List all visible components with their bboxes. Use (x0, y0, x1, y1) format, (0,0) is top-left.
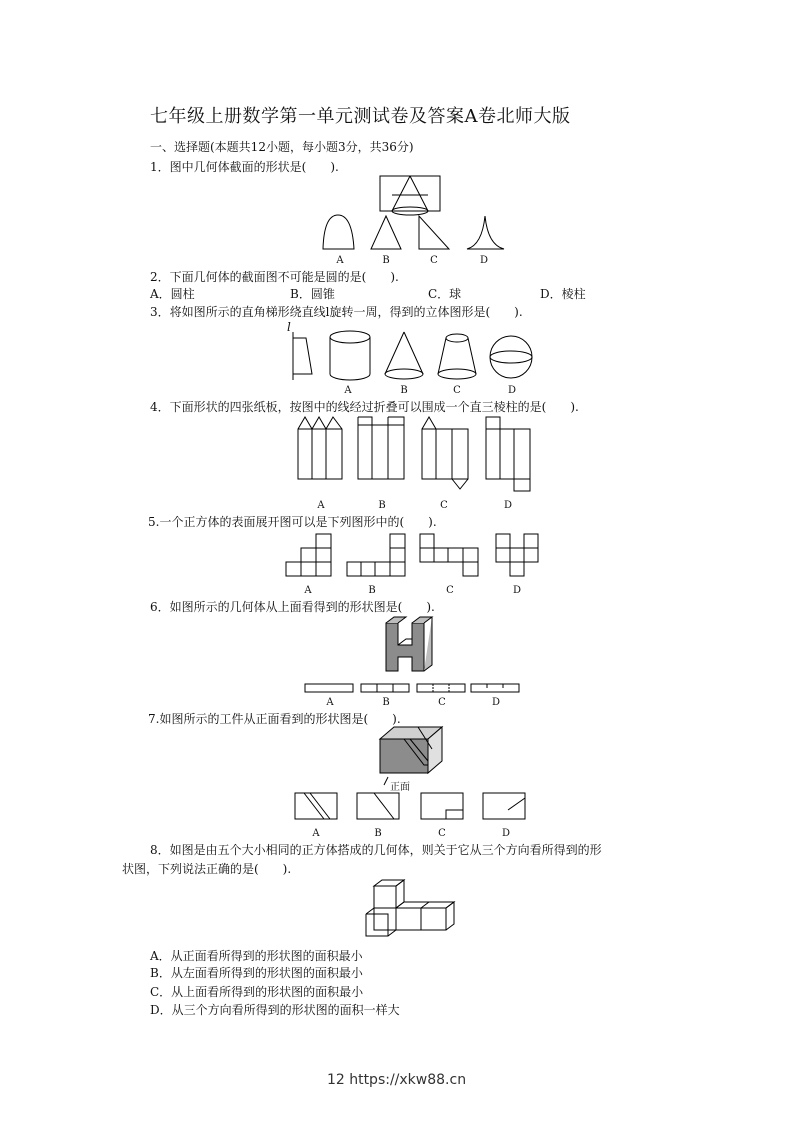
q5-label-a: A (304, 585, 312, 596)
q6-h-shaped-solid (382, 615, 438, 675)
q3-label-d: D (507, 385, 517, 396)
q3-label-a: A (344, 385, 352, 396)
q3-option-a-cylinder (328, 330, 372, 382)
question-5-stem: 5.一个正方体的表面展开图可以是下列图形中的( ). (148, 515, 437, 529)
question-7-stem: 7.如图所示的工件从正面看到的形状图是( ). (148, 712, 401, 726)
q4-label-a: A (317, 500, 325, 511)
q8-option-a: A．从正面看所得到的形状图的面积最小 (150, 949, 363, 963)
q3-option-d-sphere (488, 334, 536, 382)
q1-label-a: A (336, 255, 344, 266)
q6-option-a-strip (304, 683, 356, 693)
q5-label-d: D (512, 585, 522, 596)
q1-option-d-cusp (466, 215, 506, 251)
q4-label-d: D (503, 500, 513, 511)
q1-option-c-right-triangle (418, 215, 450, 251)
page-title: 七年级上册数学第一单元测试卷及答案A卷北师大版 (150, 106, 571, 127)
q6-label-c: C (438, 697, 446, 708)
q6-option-b-strip (360, 683, 412, 693)
q2-option-c: C．球 (428, 287, 462, 301)
q6-label-b: B (382, 697, 390, 708)
q2-option-b: B．圆锥 (290, 287, 335, 301)
q8-cube-stack-figure (364, 878, 458, 944)
q7-label-a: A (312, 828, 320, 839)
q1-option-b-triangle (370, 215, 402, 251)
q7-option-c-view (420, 792, 466, 822)
question-1-stem: 1．图中几何体截面的形状是( ). (150, 160, 339, 174)
q7-option-d-view (482, 792, 528, 822)
q6-label-d: D (491, 697, 501, 708)
q5-option-a-net (284, 532, 334, 578)
question-2-stem: 2．下面几何体的截面图不可能是圆的是( ). (150, 270, 399, 284)
q4-option-a-net (296, 415, 346, 481)
q7-option-a-view (294, 792, 340, 822)
q4-option-d-net (484, 415, 534, 495)
q7-option-b-view (356, 792, 402, 822)
q6-option-c-strip (416, 683, 468, 693)
q3-label-b: B (400, 385, 408, 396)
q6-label-a: A (326, 697, 334, 708)
q7-label-b: B (374, 828, 382, 839)
q4-option-b-net (356, 415, 408, 481)
q4-label-c: C (440, 500, 448, 511)
q2-option-a: A．圆柱 (150, 287, 195, 301)
q5-label-b: B (368, 585, 376, 596)
q3-option-b-cone (383, 330, 425, 382)
page-footer: 12 https://xkw88.cn (326, 1072, 467, 1088)
q5-option-d-net (494, 532, 542, 578)
q1-solid-figure (378, 175, 448, 217)
q4-option-c-net (420, 415, 472, 491)
question-3-stem: 3．将如图所示的直角梯形绕直线l旋转一周，得到的立体图形是( ). (150, 305, 523, 319)
q7-label-c: C (438, 828, 446, 839)
section-heading: 一、选择题(本题共12小题，每小题3分，共36分) (150, 140, 414, 154)
q1-option-a-parabola (322, 213, 356, 251)
q7-workpiece-figure (374, 725, 448, 781)
q4-label-b: B (378, 500, 386, 511)
q5-label-c: C (446, 585, 454, 596)
q5-option-c-net (418, 532, 480, 578)
q7-front-label: 正面 (390, 782, 410, 793)
question-6-stem: 6．如图所示的几何体从上面看得到的形状图是( ). (150, 600, 435, 614)
q8-option-d: D．从三个方向看所得到的形状图的面积一样大 (150, 1003, 400, 1017)
q1-label-b: B (382, 255, 390, 266)
q3-trapezoid-figure (288, 330, 318, 382)
q7-label-d: D (501, 828, 511, 839)
q5-option-b-net (345, 532, 407, 578)
q8-option-c: C．从上面看所得到的形状图的面积最小 (150, 985, 364, 999)
question-8-stem-line1: 8．如图是由五个大小相同的正方体搭成的几何体，则关于它从三个方向看所得到的形 (150, 843, 602, 857)
question-4-stem: 4．下面形状的四张纸板，按图中的线经过折叠可以围成一个直三棱柱的是( ). (150, 400, 579, 414)
question-8-stem-line2: 状图，下列说法正确的是( ). (122, 862, 292, 876)
q3-option-c-frustum (436, 330, 478, 382)
q8-option-b: B．从左面看所得到的形状图的面积最小 (150, 966, 363, 980)
q2-option-d: D．棱柱 (540, 287, 586, 301)
q1-label-d: D (479, 255, 489, 266)
q3-label-c: C (453, 385, 461, 396)
q3-axis-label: l (287, 320, 291, 334)
q6-option-d-strip (470, 683, 522, 693)
q1-label-c: C (430, 255, 438, 266)
